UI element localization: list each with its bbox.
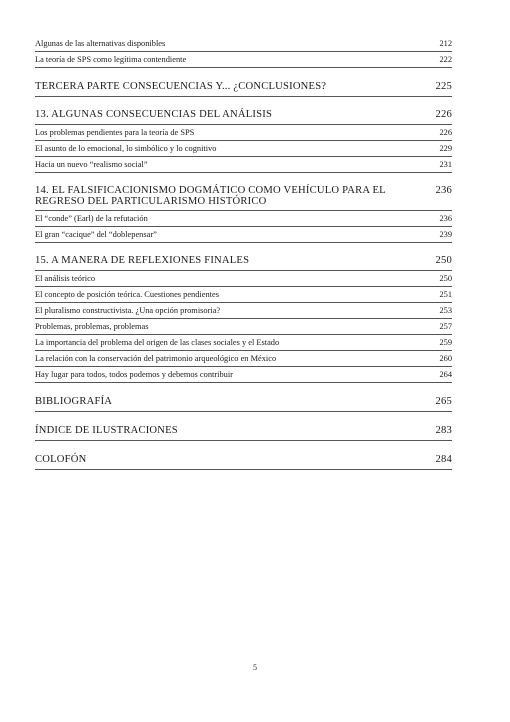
toc-entry-title: La importancia del problema del origen de las clases sociales y el Estado <box>35 338 280 347</box>
toc-heading-title: 13. ALGUNAS CONSECUENCIAS DEL ANÁLISIS <box>35 109 273 120</box>
toc-heading-page: 236 <box>435 185 452 196</box>
toc-entry-page: 257 <box>439 322 452 331</box>
toc-entry-title: Problemas, problemas, problemas <box>35 322 149 331</box>
toc-entry-title: Los problemas pendientes para la teoría de SPS <box>35 128 195 137</box>
toc-heading-title: COLOFÓN <box>35 454 87 465</box>
toc-entry <box>35 157 452 173</box>
toc-entry <box>35 227 452 243</box>
toc-entry <box>35 335 452 351</box>
toc-chapter-heading <box>35 255 452 271</box>
toc-entry-page: 239 <box>439 230 452 239</box>
toc-entry-title: El pluralismo constructivista. ¿Una opción promisoria? <box>35 306 221 315</box>
toc-entry-title: La teoría de SPS como legítima contendiente <box>35 55 187 64</box>
toc-entry-title: El concepto de posición teórica. Cuestiones pendientes <box>35 290 219 299</box>
toc-entry-page: 226 <box>439 128 452 137</box>
toc-entry-title: El asunto de lo emocional, lo simbólico y lo cognitivo <box>35 144 217 153</box>
toc-chapter-heading <box>35 185 452 211</box>
toc-entry-title: El análisis teórico <box>35 274 96 283</box>
toc-entry <box>35 211 452 227</box>
toc-entry <box>35 36 452 52</box>
toc-entry <box>35 52 452 68</box>
page-number: 5 <box>253 663 257 672</box>
toc-section-heading <box>35 425 452 441</box>
toc-entry-page: 251 <box>439 290 452 299</box>
toc-entry <box>35 271 452 287</box>
toc-heading-page: 284 <box>435 454 452 465</box>
toc-chapter-heading <box>35 109 452 125</box>
toc-entry-page: 212 <box>439 39 452 48</box>
toc-entry <box>35 287 452 303</box>
toc-entry <box>35 367 452 383</box>
toc-entry <box>35 141 452 157</box>
toc-section-heading <box>35 454 452 470</box>
toc-heading-page: 225 <box>435 81 452 92</box>
toc-heading-page: 265 <box>435 396 452 407</box>
toc-heading-title: ÍNDICE DE ILUSTRACIONES <box>35 425 178 436</box>
toc-entry-page: 236 <box>439 214 452 223</box>
toc-entry-page: 231 <box>439 160 452 169</box>
toc-heading-title: BIBLIOGRAFÍA <box>35 396 113 407</box>
toc-entry <box>35 303 452 319</box>
toc-heading-title: 14. EL FALSIFICACIONISMO DOGMÁTICO COMO VEHÍCULO PARA EL REGRESO DEL PARTICULARISMO HISTÓRICO <box>35 185 386 207</box>
toc-entry <box>35 351 452 367</box>
table-of-contents <box>35 36 452 470</box>
toc-entry-title: Hay lugar para todos, todos podemos y debemos contribuir <box>35 370 233 379</box>
toc-entry-page: 253 <box>439 306 452 315</box>
toc-part-heading <box>35 81 452 97</box>
toc-entry-page: 260 <box>439 354 452 363</box>
toc-heading-page: 226 <box>435 109 452 120</box>
toc-entry-title: El gran “cacique” del “doblepensar” <box>35 230 157 239</box>
toc-section-heading <box>35 396 452 412</box>
toc-heading-title: TERCERA PARTE CONSECUENCIAS Y... ¿CONCLUSIONES? <box>35 81 327 92</box>
toc-entry-page: 222 <box>439 55 452 64</box>
toc-entry-page: 264 <box>439 370 452 379</box>
toc-entry <box>35 125 452 141</box>
toc-entry-page: 250 <box>439 274 452 283</box>
toc-heading-page: 283 <box>435 425 452 436</box>
toc-heading-page: 250 <box>435 255 452 266</box>
toc-entry-title: Algunas de las alternativas disponibles <box>35 39 166 48</box>
toc-entry-title: El “conde” (Earl) de la refutación <box>35 214 148 223</box>
toc-entry-page: 259 <box>439 338 452 347</box>
toc-entry-title: Hacia un nuevo “realismo social” <box>35 160 148 169</box>
toc-heading-title: 15. A MANERA DE REFLEXIONES FINALES <box>35 255 250 266</box>
toc-entry-page: 229 <box>439 144 452 153</box>
toc-entry <box>35 319 452 335</box>
toc-entry-title: La relación con la conservación del patrimonio arqueológico en México <box>35 354 277 363</box>
